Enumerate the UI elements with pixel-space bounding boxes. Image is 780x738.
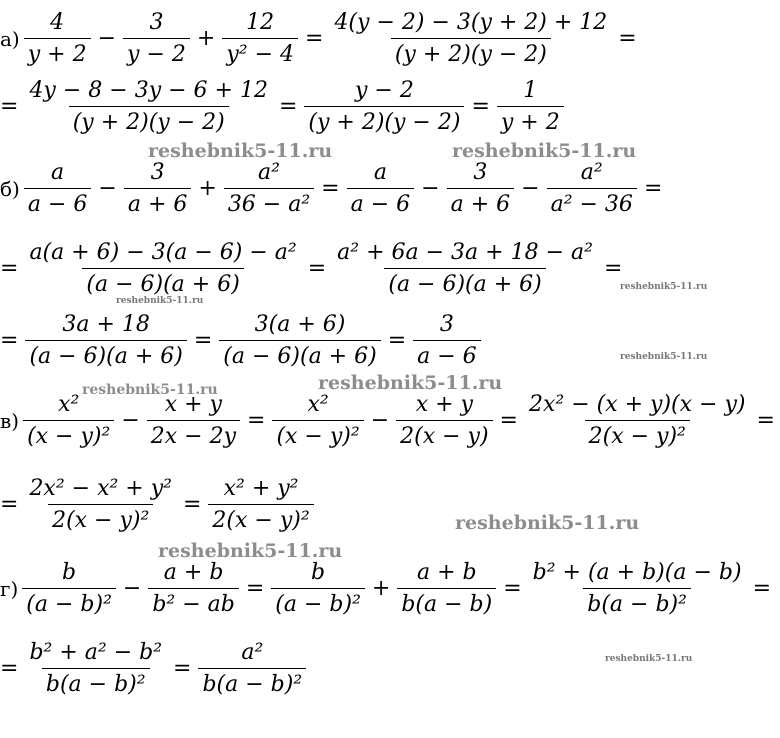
denominator: a² − 36: [547, 188, 637, 217]
numerator: x² + y²: [223, 476, 299, 501]
equals-sign: =: [305, 26, 324, 51]
denominator: a + 6: [124, 188, 192, 217]
fraction: [25, 476, 176, 533]
equals-sign: =: [0, 656, 19, 681]
label-v: в): [0, 408, 20, 433]
watermark: reshebnik5-11.ru: [148, 140, 333, 162]
solution-g-line-1: [0, 560, 776, 617]
equals-sign: =: [173, 656, 192, 681]
fraction: [25, 312, 186, 369]
label-b: б): [0, 176, 20, 201]
numerator: a(a + 6) − 3(a − 6) − a²: [29, 240, 297, 265]
label-a: а): [0, 26, 20, 51]
numerator: 4: [50, 10, 65, 35]
fraction: [24, 10, 91, 67]
numerator: x²: [58, 392, 80, 417]
solution-g-line-2: [0, 640, 308, 697]
equals-sign: =: [756, 408, 775, 433]
fraction: [123, 10, 190, 67]
denominator: 2(x − y)²: [585, 420, 690, 449]
denominator: a − 6: [413, 340, 481, 369]
fraction: [148, 560, 239, 617]
fraction: [304, 78, 464, 135]
numerator: a: [51, 160, 65, 185]
equals-sign: =: [0, 328, 19, 353]
equals-sign: =: [387, 328, 407, 353]
denominator: (a − 6)(a + 6): [82, 268, 243, 297]
watermark: reshebnik5-11.ru: [158, 540, 343, 562]
numerator: x²: [307, 392, 329, 417]
denominator: (a − b)²: [22, 588, 116, 617]
fraction: [271, 560, 365, 617]
watermark: reshebnik5-11.ru: [82, 382, 218, 398]
minus-sign: −: [521, 176, 540, 201]
solution-b-line-2: [0, 240, 627, 297]
plus-sign: +: [198, 176, 217, 201]
denominator: 2(x − y): [396, 420, 492, 449]
watermark: reshebnik5-11.ru: [620, 282, 708, 292]
numerator: y − 2: [354, 78, 414, 103]
minus-sign: −: [370, 408, 390, 433]
watermark: reshebnik5-11.ru: [455, 512, 640, 534]
minus-sign: −: [421, 176, 440, 201]
numerator: 2x² − (x + y)(x − y): [528, 392, 746, 417]
numerator: 3: [473, 160, 488, 185]
equals-sign: =: [278, 94, 298, 119]
fraction: [547, 160, 637, 217]
numerator: 3a + 18: [62, 312, 150, 337]
equals-sign: =: [618, 26, 637, 51]
numerator: 3(a + 6): [254, 312, 346, 337]
numerator: x + y: [415, 392, 473, 417]
denominator: b(a − b)²: [42, 668, 150, 697]
watermark: reshebnik5-11.ru: [318, 372, 503, 394]
equals-sign: =: [0, 94, 19, 119]
equals-sign: =: [503, 576, 522, 601]
fraction: [219, 312, 380, 369]
solution-a-line-1: [0, 10, 642, 67]
denominator: (y + 2)(y − 2): [391, 38, 551, 67]
numerator: a²: [258, 160, 280, 185]
denominator: 2(x − y)²: [48, 504, 153, 533]
equals-sign: =: [245, 576, 265, 601]
denominator: a + 6: [447, 188, 515, 217]
solution-v-line-1: [0, 392, 780, 449]
fraction: [25, 640, 166, 697]
denominator: a − 6: [24, 188, 92, 217]
fraction: [25, 240, 300, 297]
numerator: a² + 6a − 3a + 18 − a²: [337, 240, 593, 265]
fraction: [124, 160, 192, 217]
denominator: b(a − b): [397, 588, 496, 617]
numerator: b: [311, 560, 326, 585]
numerator: 3: [150, 160, 165, 185]
fraction: [396, 392, 492, 449]
numerator: b: [62, 560, 77, 585]
fraction: [25, 78, 272, 135]
solution-v-line-2: [0, 476, 316, 533]
numerator: 3: [149, 10, 164, 35]
denominator: y + 2: [497, 106, 564, 135]
fraction: [333, 240, 597, 297]
denominator: b(a − b)²: [583, 588, 691, 617]
label-g: г): [0, 576, 19, 601]
denominator: a − 6: [347, 188, 415, 217]
numerator: 2x² − x² + y²: [29, 476, 172, 501]
denominator: y² − 4: [222, 38, 298, 67]
fraction: [347, 160, 415, 217]
denominator: (x − y)²: [23, 420, 114, 449]
fraction: [198, 640, 306, 697]
numerator: a²: [580, 160, 603, 185]
denominator: b(a − b)²: [198, 668, 306, 697]
numerator: b² + (a + b)(a − b): [532, 560, 742, 585]
solution-b-line-3: [0, 312, 483, 369]
fraction: [23, 392, 114, 449]
equals-sign: =: [603, 256, 623, 281]
denominator: (a − 6)(a + 6): [25, 340, 186, 369]
numerator: a²: [241, 640, 264, 665]
fraction: [208, 476, 313, 533]
fraction: [397, 560, 496, 617]
minus-sign: −: [122, 576, 142, 601]
fraction: [224, 160, 314, 217]
fraction: [497, 78, 564, 135]
fraction: [24, 160, 92, 217]
equals-sign: =: [193, 328, 213, 353]
fraction: [147, 392, 240, 449]
denominator: 2x − 2y: [147, 420, 240, 449]
equals-sign: =: [0, 492, 19, 517]
equals-sign: =: [471, 94, 490, 119]
numerator: 4y − 8 − 3y − 6 + 12: [29, 78, 268, 103]
minus-sign: −: [121, 408, 140, 433]
minus-sign: −: [98, 176, 117, 201]
denominator: (y + 2)(y − 2): [304, 106, 464, 135]
fraction: [525, 392, 750, 449]
denominator: (a − 6)(a + 6): [219, 340, 380, 369]
watermark: reshebnik5-11.ru: [116, 296, 204, 306]
fraction: [447, 160, 515, 217]
numerator: a + b: [416, 560, 477, 585]
fraction: [272, 392, 363, 449]
equals-sign: =: [247, 408, 266, 433]
watermark: reshebnik5-11.ru: [452, 140, 637, 162]
equals-sign: =: [182, 492, 202, 517]
numerator: a: [373, 160, 387, 185]
numerator: a + b: [163, 560, 224, 585]
numerator: 12: [246, 10, 275, 35]
equals-sign: =: [0, 256, 19, 281]
equals-sign: =: [752, 576, 771, 601]
equals-sign: =: [307, 256, 327, 281]
denominator: (y + 2)(y − 2): [69, 106, 229, 135]
numerator: 3: [439, 312, 454, 337]
watermark: reshebnik5-11.ru: [620, 352, 708, 362]
plus-sign: +: [196, 26, 216, 51]
solution-b-line-1: [0, 160, 667, 217]
equals-sign: =: [643, 176, 663, 201]
denominator: b² − ab: [148, 588, 239, 617]
fraction: [529, 560, 746, 617]
denominator: 36 − a²: [224, 188, 314, 217]
denominator: y − 2: [123, 38, 190, 67]
numerator: 1: [523, 78, 538, 103]
denominator: (a − 6)(a + 6): [384, 268, 545, 297]
denominator: 2(x − y)²: [208, 504, 313, 533]
numerator: x + y: [164, 392, 222, 417]
numerator: 4(y − 2) − 3(y + 2) + 12: [334, 10, 608, 35]
solution-a-line-2: [0, 78, 566, 135]
equals-sign: =: [321, 176, 340, 201]
numerator: b² + a² − b²: [29, 640, 163, 665]
fraction: [22, 560, 116, 617]
plus-sign: +: [371, 576, 391, 601]
denominator: y + 2: [24, 38, 91, 67]
fraction: [330, 10, 611, 67]
minus-sign: −: [97, 26, 117, 51]
fraction: [413, 312, 481, 369]
fraction: [222, 10, 298, 67]
equals-sign: =: [499, 408, 518, 433]
watermark: reshebnik5-11.ru: [605, 654, 693, 664]
denominator: (x − y)²: [272, 420, 363, 449]
denominator: (a − b)²: [271, 588, 365, 617]
